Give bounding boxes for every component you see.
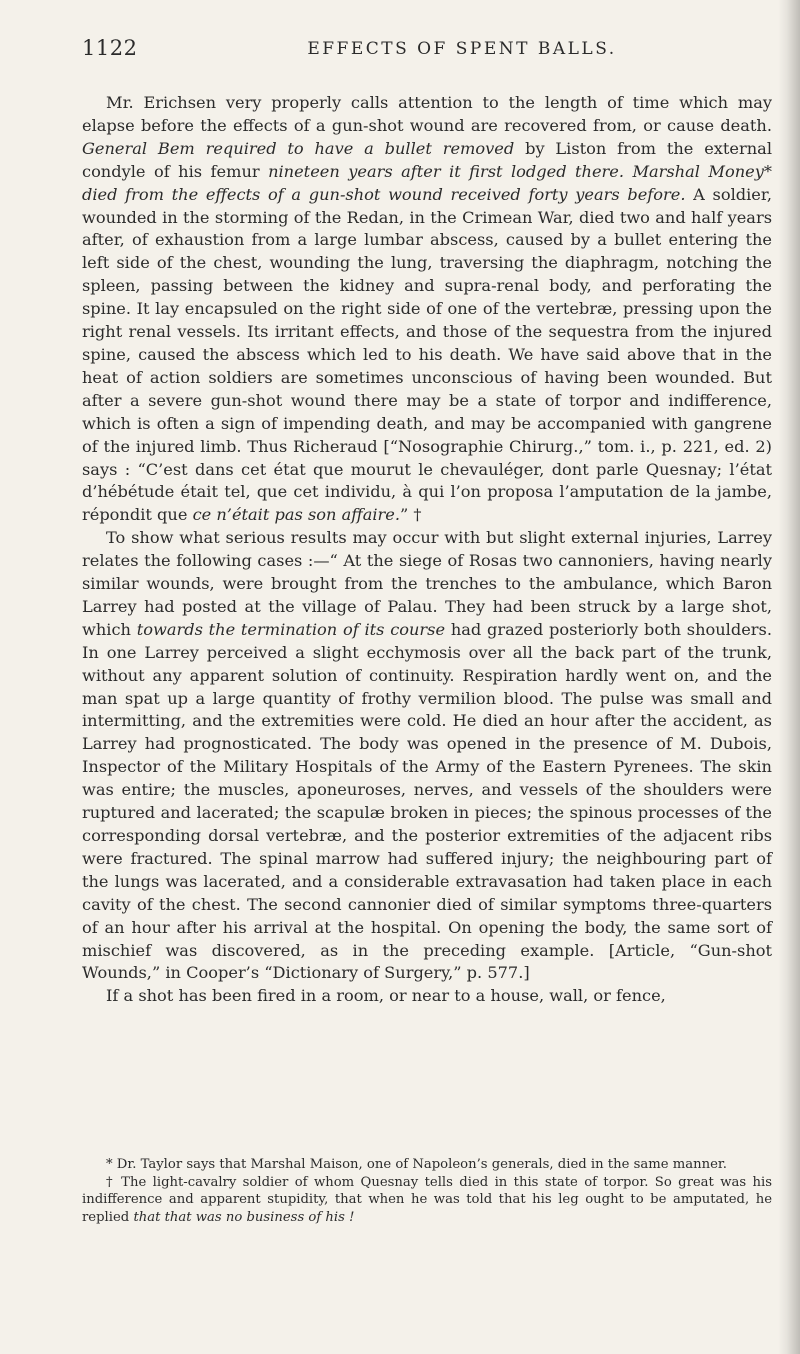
- body-text: [82, 92, 772, 1008]
- footnote-1: * Dr. Taylor says that Marshal Maison, one of Napoleon’s generals, died in the same manner.: [106, 1157, 727, 1172]
- page-edge-shadow: [778, 0, 800, 1354]
- footnote-marker-dagger: ” †: [400, 505, 422, 525]
- footnotes: [82, 1156, 772, 1226]
- page-number: 1122: [82, 36, 138, 60]
- paragraph-1: Mr. Erichsen very properly calls attention to the length of time which may elapse before the effects of a gun-shot wound are recovered from, or cause death. General Bem required to have a bullet removed by Liston from the external condyle of his femur nineteen years after it first lodged there. Marshal Money* died from the effects of a gun-shot wound received forty years before. A soldier, wounded in the storming of the Redan, in the Crimean War, died two and half years after, of exhaustion from a large lumbar abscess, caused by a bullet entering the left side of the chest, wounding the lung, traversing the diaphragm, notching the spleen, passing between the kidney and supra-renal body, and perforating the spine. It lay encapsuled on the right side of one of the vertebræ, pressing upon the right renal vessels. Its irritant effects, and those of the sequestra from the injured spine, caused the abscess which led to his death. We have said above that in the heat of action soldiers are sometimes unconscious of having been wounded. But after a severe gun-shot wound there may be a state of torpor and indifference, which is often a sign of impending death, and may be accompanied with gangrene of the injured limb. Thus Richeraud [“Nosographie Chirurg.,” tom. i., p. 221, ed. 2) says : “C’est dans cet état que mourut le chevauléger, dont parle Quesnay; l’état d’hébétude était tel, que cet individu, à qui l’on proposa l’amputation de la jambe, répondit que ce n’était pas son affaire.” †: [82, 93, 772, 525]
- paragraph-2: To show what serious results may occur with but slight external injuries, Larrey relates the following cases :—“ At the siege of Rosas two cannoniers, having nearly similar wounds, were brought from the trenches to the ambulance, which Baron Larrey had posted at the village of Palau. They had been struck by a large shot, which towards the termination of its course had grazed posteriorly both shoulders. In one Larrey perceived a slight ecchymosis over all the back part of the trunk, without any apparent solution of continuity. Respiration hardly went on, and the man spat up a large quantity of frothy vermilion blood. The pulse was small and intermitting, and the extremities were cold. He died an hour after the accident, as Larrey had prognosticated. The body was opened in the presence of M. Dubois, Inspector of the Military Hospitals of the Army of the Eastern Pyrenees. The skin was entire; the muscles, aponeuroses, nerves, and vessels of the shoulders were ruptured and lacerated; the scapulæ broken in pieces; the spinous processes of the corresponding dorsal vertebræ, and the posterior extremities of the adjacent ribs were fractured. The spinal marrow had suffered injury; the neighbouring part of the lungs was lacerated, and a considerable extravasation had taken place in each cavity of the chest. The second cannonier died of similar symptoms three-quarters of an hour after his arrival at the hospital. On opening the body, the same sort of mischief was discovered, as in the preceding example. [Article, “Gun-shot Wounds,” in Cooper’s “Dictionary of Surgery,” p. 577.]: [82, 528, 772, 983]
- running-head: EFFECTS OF SPENT BALLS.: [307, 39, 617, 59]
- page-header: [82, 36, 772, 66]
- paragraph-3: If a shot has been fired in a room, or near to a house, wall, or fence,: [106, 986, 666, 1006]
- footnote-2: † The light-cavalry soldier of whom Quesnay tells died in this state of torpor. So great was his indifference and apparent stupidity, that when he was told that his leg ought to be amputated, he replied that that was no business of his !: [82, 1174, 772, 1225]
- footnote-marker-asterisk: *: [763, 161, 772, 181]
